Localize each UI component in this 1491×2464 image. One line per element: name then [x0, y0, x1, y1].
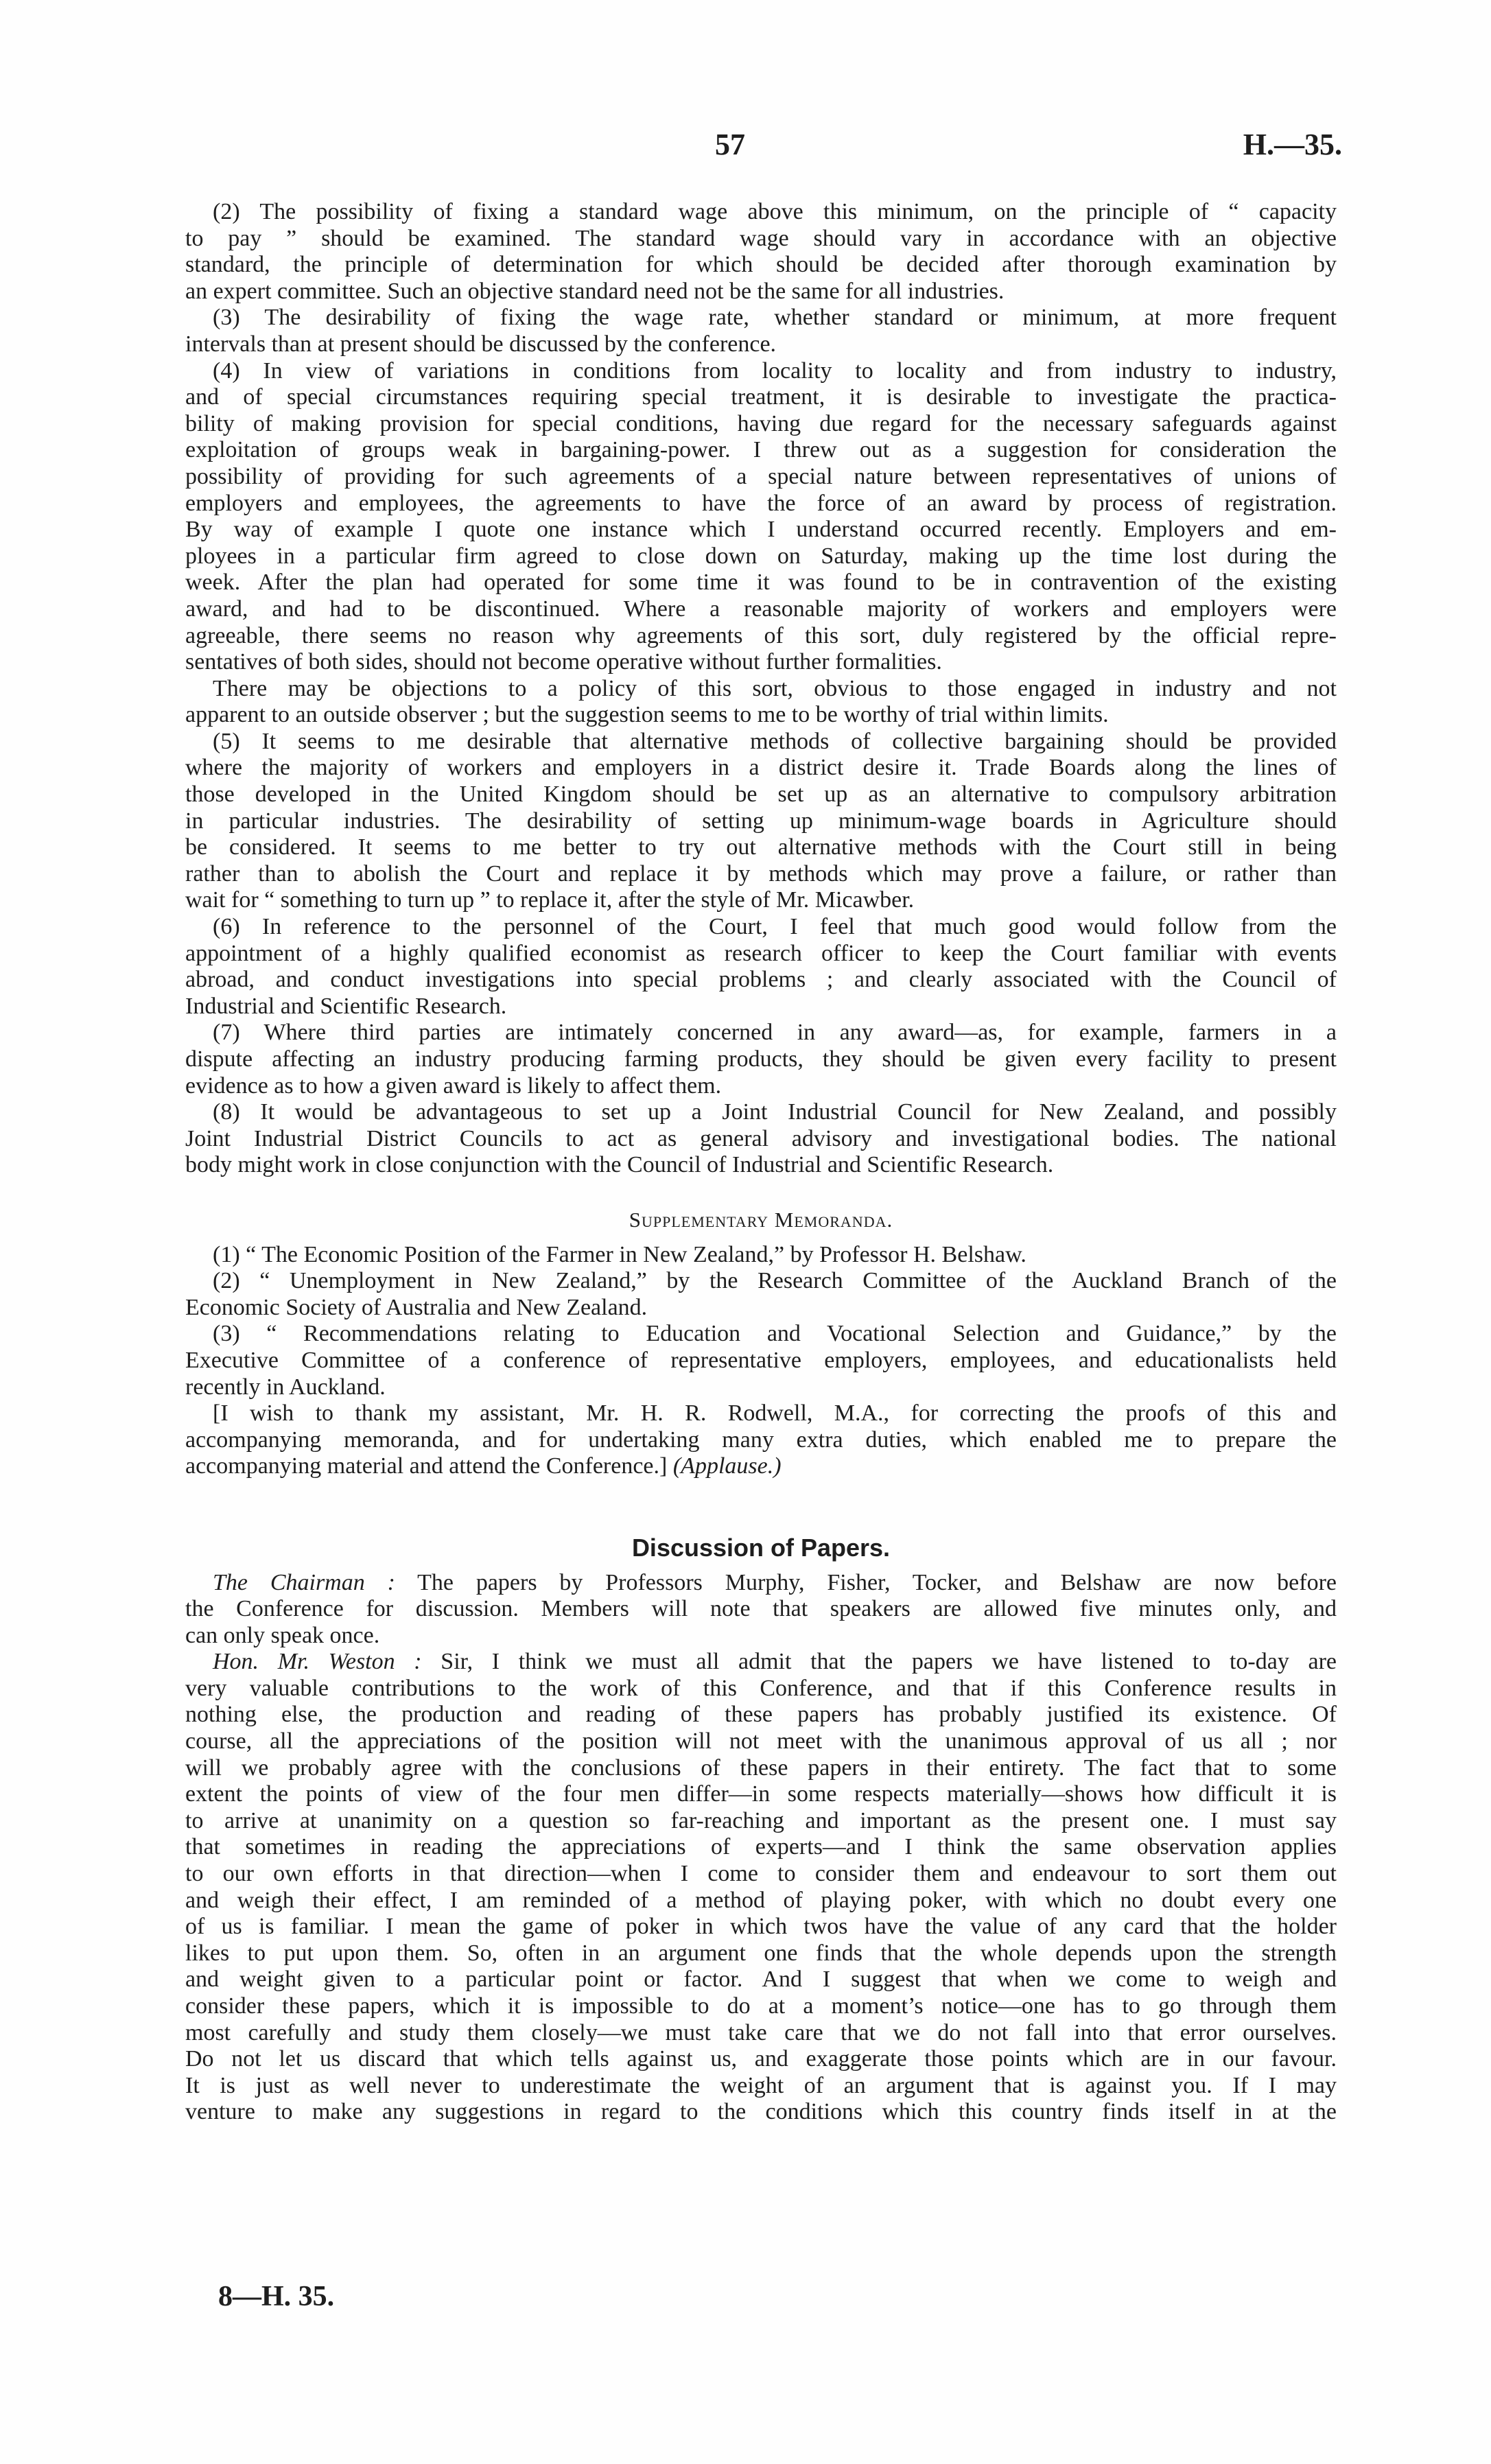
paragraph-line: apparent to an outside observer ; but the suggestion seems to me to be worthy of trial within limits. [185, 702, 1109, 728]
paragraph-line [185, 1570, 1337, 1597]
paragraph-line: There may be objections to a policy of this sort, obvious to those engaged in industry and not [213, 675, 1337, 701]
paragraph-line: Economic Society of Australia and New Zealand. [185, 1294, 648, 1320]
paragraph-line: (3) The desirability of fixing the wage rate, whether standard or minimum, at more frequent [213, 305, 1337, 331]
paragraph-line: an expert committee. Such an objective standard need not be the same for all industries. [185, 278, 1005, 304]
paragraph-line: and weight given to a particular point or factor. And I suggest that when we come to weigh and [185, 1967, 1337, 1993]
chairman-paragraph [185, 1570, 1337, 1650]
paragraph-line: (2) The possibility of fixing a standard wage above this minimum, on the principle of “ capacity [213, 199, 1337, 224]
paragraph-line: accompanying memoranda, and for undertaking many extra duties, which enabled me to prepare the [185, 1427, 1337, 1453]
paragraph [185, 305, 1337, 357]
paragraph-line: to pay ” should be examined. The standard wage should vary in accordance with an objective [185, 225, 1337, 251]
paragraph-line: the Conference for discussion. Members will note that speakers are allowed five minutes only, and [185, 1596, 1337, 1622]
paragraph-line: very valuable contributions to the work of this Conference, and that if this Conference results in [185, 1675, 1337, 1701]
paragraph-line: possibility of providing for such agreements of a special nature between representatives of unions of [185, 463, 1337, 489]
paragraph-line: course, all the appreciations of the position will not meet with the unanimous approval of us all ; nor [185, 1728, 1337, 1755]
paragraph-line: employers and employees, the agreements to have the force of an award by process of registration. [185, 490, 1337, 516]
paragraph-line: evidence as to how a given award is likely to affect them. [185, 1072, 722, 1099]
paragraph-line: week. After the plan had operated for some time it was found to be in contravention of the existing [185, 570, 1337, 596]
printer-signature: 8—H. 35. [218, 2281, 335, 2312]
paragraph [185, 199, 1337, 305]
paragraph-line: appointment of a highly qualified economist as research officer to keep the Court familiar with events [185, 940, 1337, 966]
paragraph-line: (5) It seems to me desirable that alternative methods of collective bargaining should be provided [213, 728, 1337, 754]
paragraph-line: Do not let us discard that which tells against us, and exaggerate those points which are in our favour. [185, 2046, 1337, 2072]
paragraph-line: (8) It would be advantageous to set up a Joint Industrial Council for New Zealand, and possibly [213, 1099, 1337, 1125]
paragraph-line: body might work in close conjunction with the Council of Industrial and Scientific Research. [185, 1152, 1054, 1178]
paragraph-line: sentatives of both sides, should not become operative without further formalities. [185, 649, 942, 675]
paragraph-line: [I wish to thank my assistant, Mr. H. R. Rodwell, M.A., for correcting the proofs of this and [213, 1400, 1337, 1427]
paragraph-line: consider these papers, which it is impossible to do at a moment’s notice—one has to go through them [185, 1993, 1337, 2019]
paragraph [185, 729, 1337, 914]
paragraph-line: extent the points of view of the four men differ—in some respects materially—shows how difficult it is [185, 1781, 1337, 1807]
paragraph-line: (1) “ The Economic Position of the Farmer in New Zealand,” by Professor H. Belshaw. [213, 1241, 1026, 1267]
document-reference: H.—35. [1243, 128, 1342, 161]
paragraph [185, 1099, 1337, 1179]
body-text [185, 199, 1337, 2126]
paragraph-line: likes to put upon them. So, often in an argument one finds that the whole depends upon the strength [185, 1940, 1337, 1966]
paragraph-line: that sometimes in reading the appreciations of experts—and I think the same observation applies [185, 1834, 1337, 1860]
paragraph-line: (6) In reference to the personnel of the Court, I feel that much good would follow from the [213, 914, 1337, 940]
paragraph-line: and of special circumstances requiring special treatment, it is desirable to investigate the practica- [185, 384, 1337, 410]
paragraph-line: award, and had to be discontinued. Where a reasonable majority of workers and employers were [185, 596, 1337, 622]
paragraph-line: agreeable, there seems no reason why agreements of this sort, duly registered by the official repre- [185, 622, 1337, 648]
applause-note: (Applause.) [672, 1453, 782, 1479]
paragraph-line: exploitation of groups weak in bargaining-power. I threw out as a suggestion for consideration the [185, 437, 1337, 463]
paragraph-line: ployees in a particular firm agreed to close down on Saturday, making up the time lost during the [185, 543, 1337, 569]
paragraph [185, 914, 1337, 1020]
paragraph-line: to arrive at unanimity on a question so far-reaching and important as the present one. I must say [185, 1807, 1337, 1833]
page-header [0, 127, 1491, 168]
paragraph-line: those developed in the United Kingdom should be set up as an alternative to compulsory arbitration [185, 782, 1337, 808]
paragraph-line: dispute affecting an industry producing farming products, they should be given every facility to present [185, 1046, 1337, 1072]
paragraph-line: Joint Industrial District Councils to act as general advisory and investigational bodies. The national [185, 1125, 1337, 1151]
recommendations-section [185, 199, 1337, 1179]
paragraph-line: in particular industries. The desirability of setting up minimum-wage boards in Agriculture should [185, 808, 1337, 834]
paragraph-line: be considered. It seems to me better to try out alternative methods with the Court still in being [185, 834, 1337, 860]
memorandum-item [185, 1268, 1337, 1321]
memorandum-item [185, 1242, 1337, 1269]
paragraph-line: recently in Auckland. [185, 1374, 386, 1400]
paragraph-line: (2) “ Unemployment in New Zealand,” by the Research Committee of the Auckland Branch of the [213, 1268, 1337, 1294]
page-number: 57 [715, 128, 745, 161]
paragraph-line: will we probably agree with the conclusions of these papers in their entirety. The fact that to some [185, 1755, 1337, 1781]
paragraph-line: and weigh their effect, I am reminded of a method of playing poker, with which no doubt every one [185, 1887, 1337, 1913]
paragraph-line: (3) “ Recommendations relating to Education and Vocational Selection and Guidance,” by the [213, 1321, 1337, 1347]
supplementary-title: Supplementary Memoranda. [629, 1207, 893, 1232]
paragraph-line: to our own efforts in that direction—when I come to consider them and endeavour to sort them out [185, 1861, 1337, 1887]
paragraph-line: Executive Committee of a conference of representative employers, employees, and educationalists held [185, 1347, 1337, 1373]
paragraph-line: where the majority of workers and employers in a district desire it. Trade Boards along the lines of [185, 755, 1337, 781]
line-text: Sir, I think we must all admit that the papers we have listened to to-day are [441, 1649, 1337, 1675]
paragraph-line: (7) Where third parties are intimately concerned in any award—as, for example, farmers in a [213, 1020, 1337, 1046]
line-text: The papers by Professors Murphy, Fisher, Tocker, and Belshaw are now before [417, 1569, 1337, 1595]
paragraph-line: standard, the principle of determination for which should be decided after thorough examination by [185, 252, 1337, 278]
paragraph-line: most carefully and study them closely—we must take care that we do not fall into that error ourselves. [185, 2019, 1337, 2045]
paragraph [185, 676, 1337, 729]
memorandum-item [185, 1400, 1337, 1480]
paragraph-line: venture to make any suggestions in regard to the conditions which this country finds itself in at the [185, 2099, 1337, 2125]
speaker-name: The Chairman : [213, 1569, 395, 1595]
discussion-title: Discussion of Papers. [631, 1533, 891, 1562]
paragraph-line: accompanying material and attend the Conference.] (Applause.) [185, 1453, 782, 1479]
paragraph-line [185, 1649, 1337, 1676]
weston-paragraph [185, 1649, 1337, 2126]
memorandum-item [185, 1321, 1337, 1400]
paragraph-line: (4) In view of variations in conditions from locality to locality and from industry to industry, [213, 357, 1337, 384]
paragraph-line: intervals than at present should be discussed by the conference. [185, 331, 777, 357]
paragraph-line: By way of example I quote one instance which I understand occurred recently. Employers and em- [185, 517, 1337, 543]
paragraph-line: wait for “ something to turn up ” to replace it, after the style of Mr. Micawber. [185, 887, 915, 913]
paragraph-line: can only speak once. [185, 1622, 380, 1648]
supplementary-list [185, 1242, 1337, 1480]
paragraph-line: rather than to abolish the Court and replace it by methods which may prove a failure, or rather than [185, 860, 1337, 887]
paragraph-line: abroad, and conduct investigations into special problems ; and clearly associated with the Council of [185, 967, 1337, 993]
speaker-name: Hon. Mr. Weston : [213, 1649, 422, 1675]
paragraph-line: Industrial and Scientific Research. [185, 993, 507, 1019]
paragraph-line: nothing else, the production and reading of these papers has probably justified its existence. Of [185, 1702, 1337, 1728]
paragraph-line: bility of making provision for special conditions, having due regard for the necessary safeguards against [185, 410, 1337, 436]
paragraph [185, 1020, 1337, 1099]
paragraph-line: of us is familiar. I mean the game of poker in which twos have the value of any card that the holder [185, 1914, 1337, 1940]
paragraph [185, 358, 1337, 676]
paragraph-line: It is just as well never to underestimate the weight of an argument that is against you. If I may [185, 2072, 1337, 2098]
